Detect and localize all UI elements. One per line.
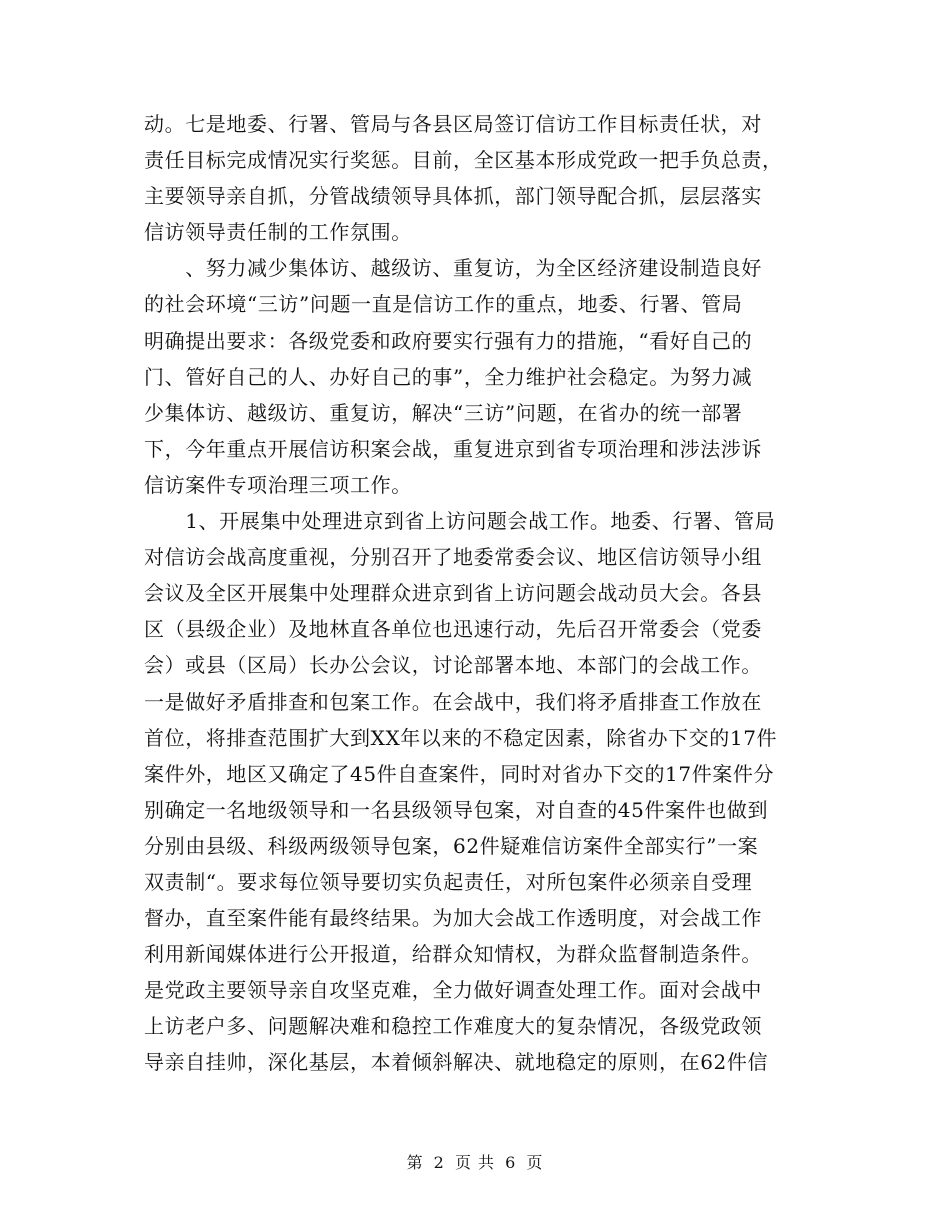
text-line: 会）或县（区局）长办公会议，讨论部署本地、本部门的会战工作。	[144, 653, 762, 678]
text-line: 会议及全区开展集中处理群众进京到省上访问题会战动员大会。各县	[144, 581, 762, 606]
text-line: 案件外，地区又确定了45件自查案件，同时对省办下交的17件案件分	[144, 761, 775, 786]
text-line: 信访案件专项治理三项工作。	[144, 472, 412, 497]
text-line: 主要领导亲自抓，分管战绩领导具体抓，部门领导配合抓，层层落实	[144, 184, 762, 209]
text-line: 是党政主要领导亲自攻坚克难，全力做好调查处理工作。面对会战中	[144, 978, 762, 1003]
text-line: 上访老户多、问题解决难和稳控工作难度大的复杂情况，各级党政领	[144, 1014, 762, 1039]
text-line: 双责制“。要求每位领导要切实负起责任，对所包案件必须亲自受理	[144, 869, 753, 894]
text-line: 门、管好自己的人、办好自己的事”，全力维护社会稳定。为努力减	[144, 364, 753, 389]
text-line: 分别由县级、科级两级领导包案，62件疑难信访案件全部实行”一案	[144, 833, 759, 858]
text-line: 的社会环境“三访”问题一直是信访工作的重点，地委、行署、管局	[144, 292, 743, 317]
text-line: 导亲自挂帅，深化基层，本着倾斜解决、就地稳定的原则，在62件信	[144, 1050, 769, 1075]
text-line: 下，今年重点开展信访积案会战，重复进京到省专项治理和涉法涉诉	[144, 436, 762, 461]
text-line: 责任目标完成情况实行奖惩。目前，全区基本形成党政一把手负总责，	[144, 148, 783, 173]
page-label-suffix: 页	[526, 1153, 544, 1172]
text-line: 首位，将排查范围扩大到XX年以来的不稳定因素，除省办下交的17件	[144, 725, 778, 750]
text-line: 督办，直至案件能有最终结果。为加大会战工作透明度，对会战工作	[144, 906, 762, 931]
text-line: 一是做好矛盾排查和包案工作。在会战中，我们将矛盾排查工作放在	[144, 689, 762, 714]
page-footer	[0, 1150, 950, 1173]
page-label-mid: 页 共	[454, 1153, 496, 1172]
text-line: 区（县级企业）及地林直各单位也迅速行动，先后召开常委会（党委	[144, 617, 762, 642]
text-line: 1、开展集中处理进京到省上访问题会战工作。地委、行署、管局	[144, 509, 776, 534]
text-line: 明确提出要求：各级党委和政府要实行强有力的措施，“看好自己的	[144, 328, 753, 353]
total-pages-number: 6	[505, 1153, 517, 1172]
current-page-number: 2	[433, 1153, 445, 1172]
text-line: 、努力减少集体访、越级访、重复访，为全区经济建设制造良好	[144, 256, 762, 281]
page-label-prefix: 第	[406, 1153, 424, 1172]
text-line: 少集体访、越级访、重复访，解决“三访”问题，在省办的统一部署	[144, 400, 743, 425]
text-line: 别确定一名地级领导和一名县级领导包案，对自查的45件案件也做到	[144, 797, 769, 822]
text-line: 信访领导责任制的工作氛围。	[144, 220, 412, 245]
text-line: 动。七是地委、行署、管局与各县区局签订信访工作目标责任状，对	[144, 112, 762, 136]
document-body	[144, 106, 808, 1081]
text-line: 利用新闻媒体进行公开报道，给群众知情权，为群众监督制造条件。	[144, 942, 762, 967]
text-line: 对信访会战高度重视，分别召开了地委常委会议、地区信访领导小组	[144, 545, 762, 570]
